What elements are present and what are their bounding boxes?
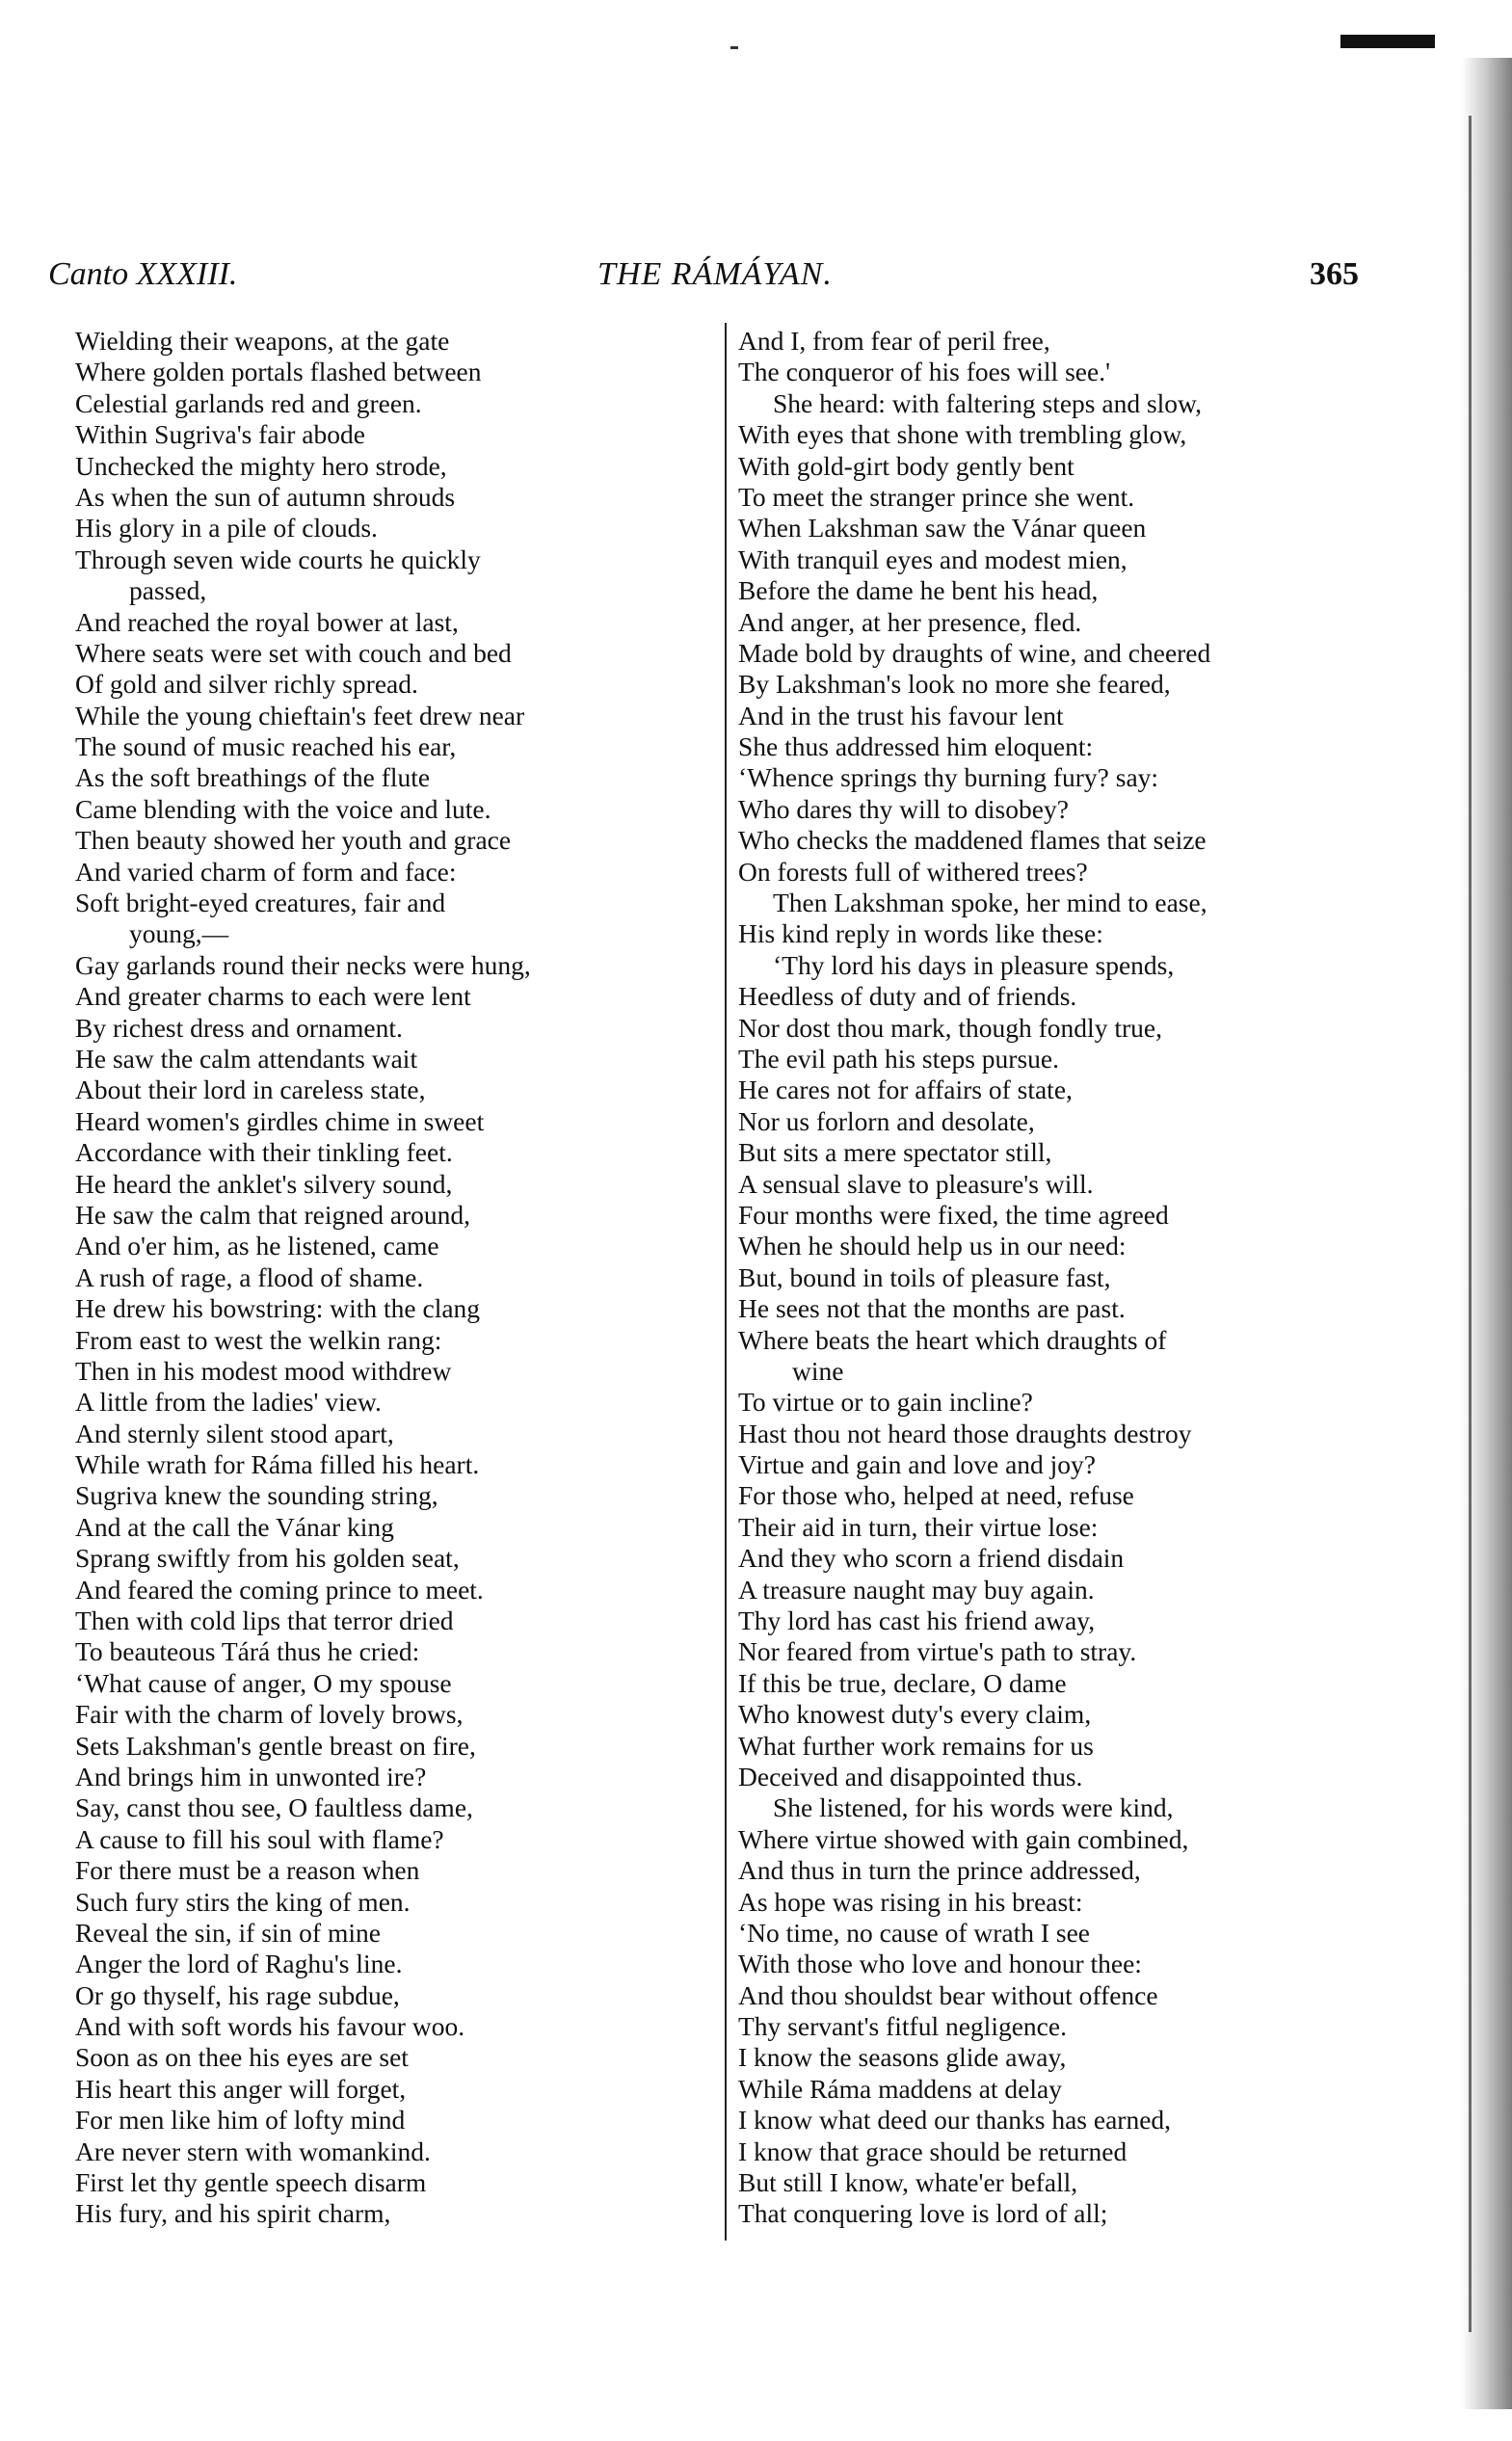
verse-line: And at the call the Vánar king [75,1511,394,1542]
verse-line: Wielding their weapons, at the gate [75,326,450,356]
verse-line: While the young chieftain's feet drew near [75,700,525,730]
verse-line: Anger the lord of Raghu's line. [75,1949,403,1979]
verse-line: Unchecked the mighty hero strode, [75,450,447,481]
verse-line: By Lakshman's look no more she feared, [738,669,1171,700]
verse-line: Hast thou not heard those draughts destroy [738,1418,1192,1448]
verse-line: The sound of music reached his ear, [75,731,457,762]
verse-line: passed, [129,575,207,606]
verse-line: Their aid in turn, their virtue lose: [738,1511,1099,1542]
column-divider [725,323,727,2241]
verse-line: Such fury stirs the king of men. [75,1886,411,1917]
verse-line: Where seats were set with couch and bed [75,637,512,668]
verse-line: With gold-girt body gently bent [738,450,1074,481]
verse-line: First let thy gentle speech disarm [75,2167,427,2198]
verse-line: Soft bright-eyed creatures, fair and [75,888,446,918]
verse-line: ‘What cause of anger, O my spouse [75,1667,452,1698]
verse-line: That conquering love is lord of all; [738,2198,1108,2229]
verse-line: Made bold by draughts of wine, and cheered [738,637,1211,668]
verse-line: Sprang swiftly from his golden seat, [75,1543,460,1574]
verse-line: Then in his modest mood withdrew [75,1355,452,1386]
verse-line: Thy servant's fitful negligence. [738,2011,1067,2042]
verse-line: And with soft words his favour woo. [75,2011,465,2042]
verse-line: A sensual slave to pleasure's will. [738,1168,1094,1199]
verse-line: He heard the anklet's silvery sound, [75,1168,453,1199]
verse-line: About their lord in careless state, [75,1075,426,1105]
verse-line: By richest dress and ornament. [75,1012,403,1043]
verse-line: Nor feared from virtue's path to stray. [738,1636,1137,1667]
verse-line: Sugriva knew the sounding string, [75,1480,438,1511]
verse-line: And greater charms to each were lent [75,981,471,1012]
verse-line: His kind reply in words like these: [738,918,1103,949]
verse-line: And in the trust his favour lent [738,700,1064,730]
verse-line: I know the seasons glide away, [738,2042,1067,2073]
verse-line: When he should help us in our need: [738,1231,1127,1261]
verse-line: Reveal the sin, if sin of mine [75,1917,381,1948]
verse-line: Or go thyself, his rage subdue, [75,1979,400,2010]
verse-line: ‘No time, no cause of wrath I see [738,1917,1091,1948]
page-number: 365 [1310,256,1359,292]
verse-line: The conqueror of his foes will see.' [738,357,1111,387]
verse-line: Celestial garlands red and green. [75,387,422,418]
scan-edge-line [1469,116,1472,2332]
top-mark [730,46,738,49]
verse-line: With those who love and honour thee: [738,1949,1142,1979]
verse-line: Through seven wide courts he quickly [75,544,481,574]
verse-line: Who dares thy will to disobey? [738,793,1069,824]
verse-line: And thus in turn the prince addressed, [738,1855,1141,1886]
verse-line: But, bound in toils of pleasure fast, [738,1261,1111,1292]
verse-line: To meet the stranger prince she went. [738,481,1135,512]
verse-line: young,— [129,918,229,949]
verse-line: And brings him in unwonted ire? [75,1761,427,1791]
verse-line: With eyes that shone with trembling glow, [738,419,1187,450]
verse-line: And o'er him, as he listened, came [75,1231,439,1261]
verse-line: ‘Whence springs thy burning fury? say: [738,762,1159,793]
verse-line: Within Sugriva's fair abode [75,419,365,450]
verse-line: Heedless of duty and of friends. [738,981,1077,1012]
verse-line: And I, from fear of peril free, [738,326,1050,356]
verse-line: And sternly silent stood apart, [75,1418,394,1448]
verse-line: Fair with the charm of lovely brows, [75,1699,464,1730]
left-column [75,326,711,2230]
verse-line: His fury, and his spirit charm, [75,2198,391,2229]
verse-line: His heart this anger will forget, [75,2073,407,2104]
verse-line: As the soft breathings of the flute [75,762,431,793]
verse-line: She thus addressed him eloquent: [738,731,1094,762]
verse-line: As hope was rising in his breast: [738,1886,1083,1917]
verse-line: A little from the ladies' view. [75,1387,382,1418]
verse-line: I know that grace should be returned [738,2136,1127,2166]
verse-line: His glory in a pile of clouds. [75,513,378,544]
verse-line: And reached the royal bower at last, [75,606,459,637]
verse-line: To beauteous Tárá thus he cried: [75,1636,420,1667]
verse-line: For those who, helped at need, refuse [738,1480,1134,1511]
canto-label: Canto XXXIII. [48,256,238,292]
verse-line: He cares not for affairs of state, [738,1075,1073,1105]
verse-line: Where golden portals flashed between [75,357,482,387]
verse-line: Heard women's girdles chime in sweet [75,1105,485,1136]
verse-line: And thou shouldst bear without offence [738,1979,1158,2010]
verse-line: With tranquil eyes and modest mien, [738,544,1127,574]
verse-line: Who knowest duty's every claim, [738,1699,1092,1730]
verse-line: Then Lakshman spoke, her mind to ease, [773,888,1207,918]
verse-line: For men like him of lofty mind [75,2105,406,2136]
verse-line: Nor dost thou mark, though fondly true, [738,1012,1162,1043]
running-header [48,256,1359,305]
verse-line: A cause to fill his soul with flame? [75,1823,444,1854]
verse-line: Virtue and gain and love and joy? [738,1449,1097,1480]
verse-line: ‘Thy lord his days in pleasure spends, [773,949,1175,980]
book-title: THE RÁMÁYAN. [597,256,833,292]
right-column [738,326,1366,2230]
verse-line: He sees not that the months are past. [738,1293,1126,1324]
verse-line: While wrath for Ráma filled his heart. [75,1449,480,1480]
verse-line: Sets Lakshman's gentle breast on fire, [75,1730,476,1761]
verse-line: And they who scorn a friend disdain [738,1543,1125,1574]
verse-line: A rush of rage, a flood of shame. [75,1261,424,1292]
verse-line: If this be true, declare, O dame [738,1667,1067,1698]
verse-line: I know what deed our thanks has earned, [738,2105,1172,2136]
verse-line: The evil path his steps pursue. [738,1043,1059,1074]
verse-line: To virtue or to gain incline? [738,1387,1033,1418]
verse-line: From east to west the welkin rang: [75,1324,442,1355]
verse-line: She heard: with faltering steps and slow, [773,387,1202,418]
verse-line: As when the sun of autumn shrouds [75,481,456,512]
verse-line: While Ráma maddens at delay [738,2073,1062,2104]
verse-line: Where virtue showed with gain combined, [738,1823,1189,1854]
verse-line: When Lakshman saw the Vánar queen [738,513,1147,544]
verse-line: Deceived and disappointed thus. [738,1761,1083,1791]
verse-line: Before the dame he bent his head, [738,575,1099,606]
verse-line: What further work remains for us [738,1730,1094,1761]
verse-line: Who checks the maddened flames that seize [738,825,1207,856]
verse-line: She listened, for his words were kind, [773,1792,1174,1823]
verse-line: Where beats the heart which draughts of [738,1324,1167,1355]
verse-line: Then with cold lips that terror dried [75,1605,454,1636]
verse-line: Came blending with the voice and lute. [75,793,491,824]
verse-line: But sits a mere spectator still, [738,1137,1052,1168]
verse-line: And anger, at her presence, fled. [738,606,1082,637]
verse-line: For there must be a reason when [75,1855,420,1886]
verse-line: On forests full of withered trees? [738,856,1088,887]
verse-line: Of gold and silver richly spread. [75,669,418,700]
verse-line: Gay garlands round their necks were hung, [75,949,531,980]
verse-line: He saw the calm that reigned around, [75,1199,471,1230]
scan-edge-bar [1340,35,1435,48]
verse-line: wine [792,1355,844,1386]
verse-line: Four months were fixed, the time agreed [738,1199,1169,1230]
verse-line: And feared the coming prince to meet. [75,1574,484,1605]
verse-line: He saw the calm attendants wait [75,1043,418,1074]
verse-line: Then beauty showed her youth and grace [75,825,512,856]
verse-line: He drew his bowstring: with the clang [75,1293,481,1324]
verse-line: But still I know, whate'er befall, [738,2167,1078,2198]
verse-line: Accordance with their tinkling feet. [75,1137,453,1168]
verse-line: Say, canst thou see, O faultless dame, [75,1792,473,1823]
verse-line: A treasure naught may buy again. [738,1574,1095,1605]
verse-line: Thy lord has cast his friend away, [738,1605,1096,1636]
verse-line: Soon as on thee his eyes are set [75,2042,409,2073]
verse-line: Nor us forlorn and desolate, [738,1105,1035,1136]
verse-line: Are never stern with womankind. [75,2136,431,2166]
verse-line: And varied charm of form and face: [75,856,457,887]
